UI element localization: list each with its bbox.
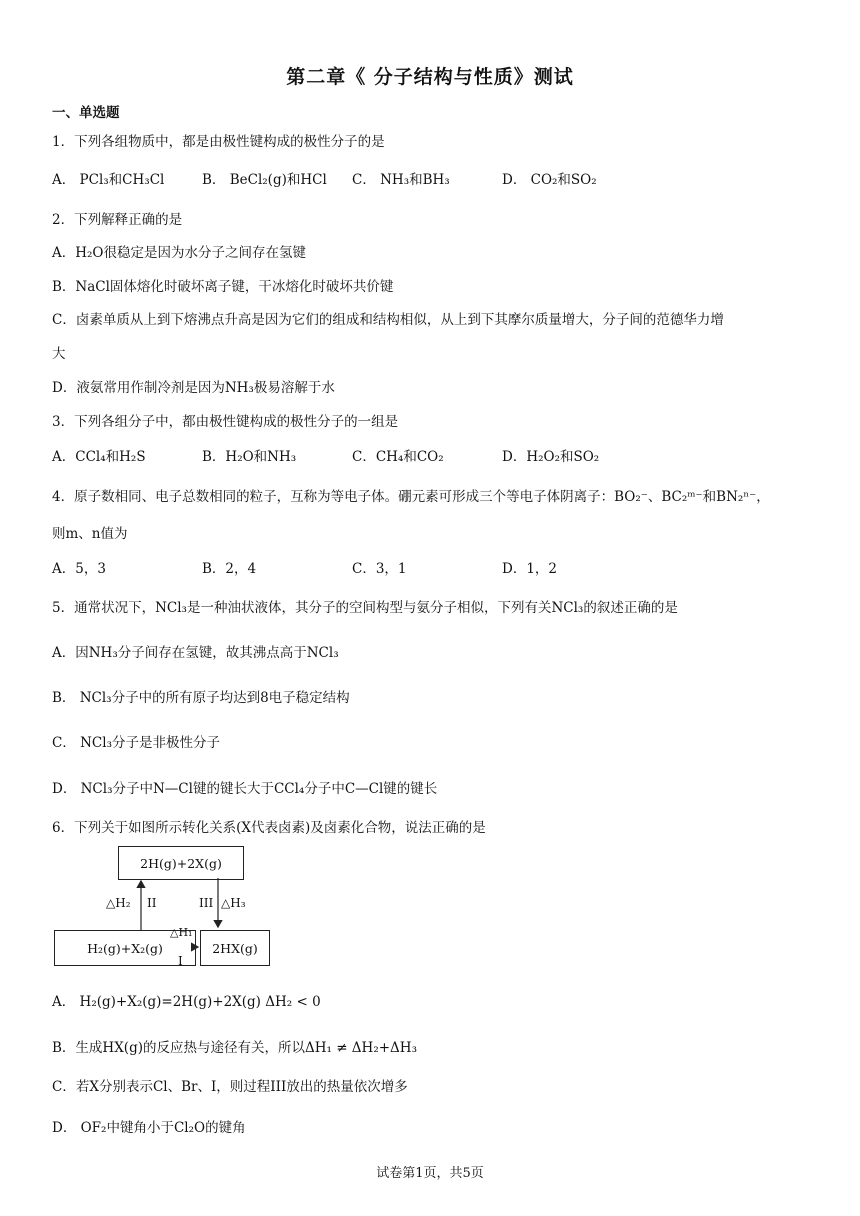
diagram-label-dh1: △H₁ bbox=[170, 926, 193, 939]
q3-option-a: A．CCl₄和H₂S bbox=[52, 449, 146, 465]
q2-option-c-cont: 大 bbox=[52, 346, 66, 362]
q4-option-d: D．1，2 bbox=[502, 561, 558, 577]
q5-option-b: B． NCl₃分子中的所有原子均达到8电子稳定结构 bbox=[52, 690, 350, 706]
page-title: 第二章《 分子结构与性质》测试 bbox=[286, 66, 574, 88]
q4-option-a: A．5，3 bbox=[52, 561, 106, 577]
q4-stem: 4．原子数相同、电子总数相同的粒子，互称为等电子体。硼元素可形成三个等电子体阴离子：BO₂⁻、BC₂ᵐ⁻和BN₂ⁿ⁻， bbox=[52, 489, 770, 505]
q3-option-b: B．H₂O和NH₃ bbox=[202, 449, 297, 465]
q4-stem-cont: 则m、n值为 bbox=[52, 526, 128, 542]
q5-option-c: C． NCl₃分子是非极性分子 bbox=[52, 735, 220, 751]
q1-option-d: D． CO₂和SO₂ bbox=[502, 172, 597, 188]
q5-option-d: D． NCl₃分子中N—Cl键的键长大于CCl₄分子中C—Cl键的键长 bbox=[52, 781, 438, 797]
q1-option-c: C． NH₃和BH₃ bbox=[352, 172, 450, 188]
q6-option-d: D． OF₂中键角小于Cl₂O的键角 bbox=[52, 1120, 246, 1136]
q6-option-a: A． H₂(g)+X₂(g)=2H(g)+2X(g) ΔH₂ < 0 bbox=[52, 994, 321, 1010]
diagram-left-box: H₂(g)+X₂(g) bbox=[54, 930, 196, 966]
q2-option-c: C．卤素单质从上到下熔沸点升高是因为它们的组成和结构相似，从上到下其摩尔质量增大，分子间的范德华力增 bbox=[52, 312, 724, 328]
q1-option-b: B． BeCl₂(g)和HCl bbox=[202, 172, 327, 188]
page-footer: 试卷第1页，共5页 bbox=[376, 1166, 484, 1181]
q6-option-b: B．生成HX(g)的反应热与途径有关，所以ΔH₁ ≠ ΔH₂+ΔH₃ bbox=[52, 1040, 417, 1056]
diagram-label-i: I bbox=[178, 954, 183, 968]
q5-option-a: A．因NH₃分子间存在氢键，故其沸点高于NCl₃ bbox=[52, 645, 339, 661]
q3-option-d: D．H₂O₂和SO₂ bbox=[502, 449, 600, 465]
q4-option-b: B．2，4 bbox=[202, 561, 257, 577]
q3-stem: 3．下列各组分子中，都由极性键构成的极性分子的一组是 bbox=[52, 414, 399, 430]
diagram-right-box: 2HX(g) bbox=[200, 930, 270, 966]
diagram-label-dh3: △H₃ bbox=[221, 896, 246, 910]
q3-option-c: C．CH₄和CO₂ bbox=[352, 449, 444, 465]
q5-stem: 5．通常状况下，NCl₃是一种油状液体，其分子的空间构型与氨分子相似，下列有关NCl₃的叙述正确的是 bbox=[52, 600, 678, 616]
section-heading: 一、单选题 bbox=[52, 105, 120, 121]
q1-option-a: A． PCl₃和CH₃Cl bbox=[52, 172, 165, 188]
q4-option-c: C．3，1 bbox=[352, 561, 407, 577]
q2-option-b: B．NaCl固体熔化时破坏离子键，干冰熔化时破坏共价键 bbox=[52, 279, 394, 295]
q2-option-d: D．液氨常用作制冷剂是因为NH₃极易溶解于水 bbox=[52, 380, 335, 396]
q2-option-a: A．H₂O很稳定是因为水分子之间存在氢键 bbox=[52, 245, 307, 261]
diagram-top-box: 2H(g)+2X(g) bbox=[118, 846, 244, 880]
diagram-label-dh2: △H₂ bbox=[106, 896, 131, 910]
q1-stem: 1．下列各组物质中，都是由极性键构成的极性分子的是 bbox=[52, 134, 385, 150]
q2-stem: 2．下列解释正确的是 bbox=[52, 212, 183, 228]
diagram-label-iii: III bbox=[199, 896, 214, 910]
q6-option-c: C．若X分别表示Cl、Br、I，则过程III放出的热量依次增多 bbox=[52, 1079, 408, 1095]
diagram-label-ii: II bbox=[147, 896, 157, 910]
enthalpy-cycle-diagram bbox=[50, 844, 280, 970]
q6-stem: 6．下列关于如图所示转化关系(X代表卤素)及卤素化合物，说法正确的是 bbox=[52, 820, 486, 836]
